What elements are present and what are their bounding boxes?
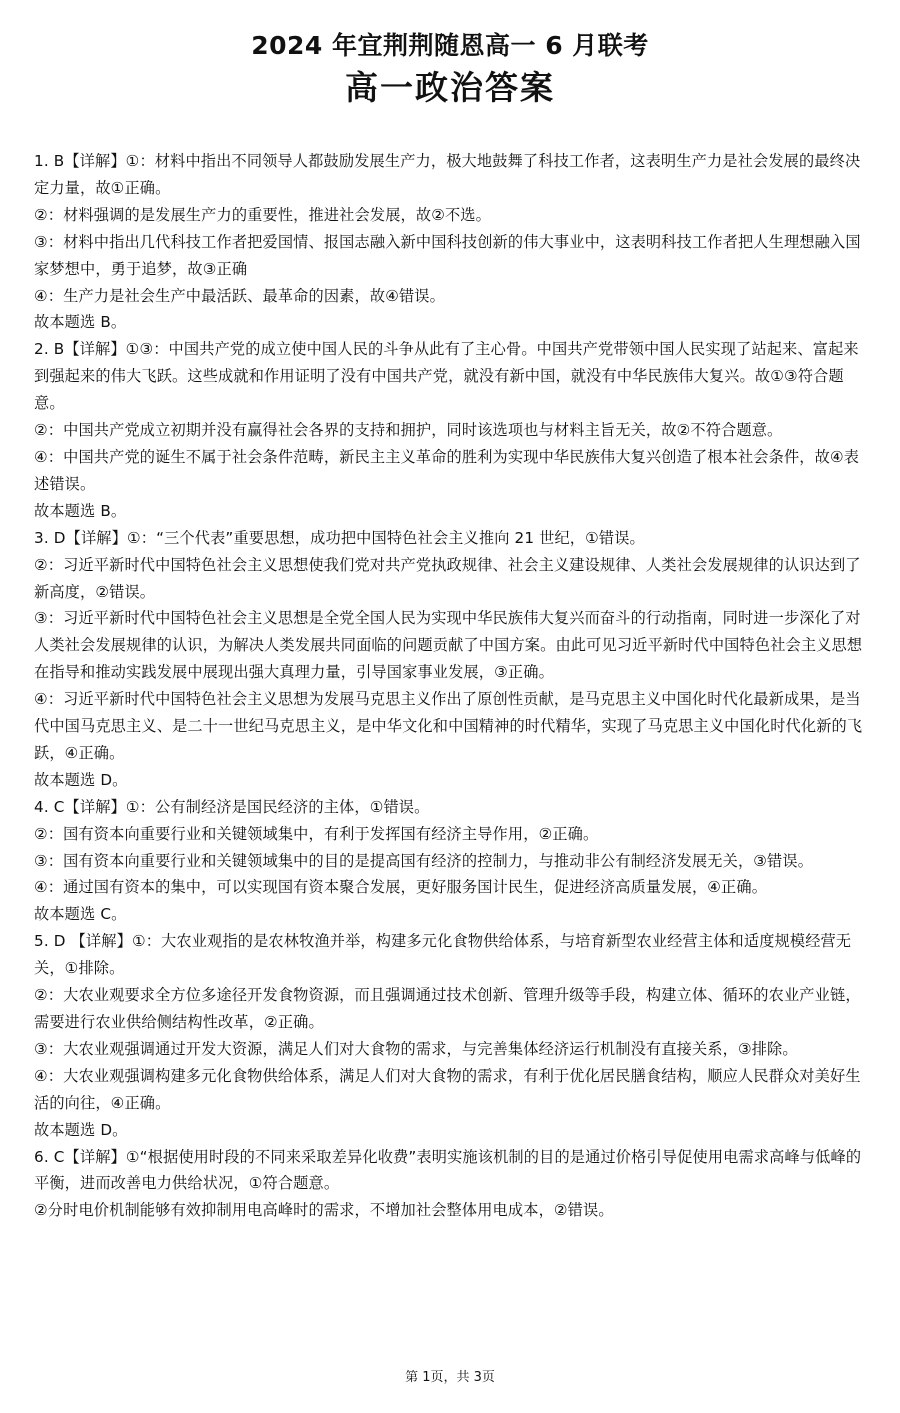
answer-line: 故本题选 D。 [34, 1120, 128, 1139]
answer-line: ②：材料强调的是发展生产力的重要性，推进社会发展，故②不选。 [34, 205, 491, 224]
answer-line: ②：中国共产党成立初期并没有赢得社会各界的支持和拥护，同时该选项也与材料主旨无关，故②不符合题意。 [34, 421, 783, 440]
answer-content [34, 148, 868, 1224]
answer-line: 2. B【详解】①③：中国共产党的成立使中国人民的斗争从此有了主心骨。中国共产党带领中国人民实现了站起来、富起来到强起来的伟大飞跃。这些成就和作用证明了没有中国共产党，就没有新中国，就没有中华民族伟大复兴。故①③符合题意。 [34, 340, 859, 413]
answer-line: 故本题选 B。 [34, 313, 127, 332]
document-header [0, 28, 900, 112]
answer-line: 5. D 【详解】①：大农业观指的是农林牧渔并举，构建多元化食物供给体系，与培育新型农业经营主体和适度规模经营无关，①排除。 [34, 932, 852, 978]
answer-line: ③：习近平新时代中国特色社会主义思想是全党全国人民为实现中华民族伟大复兴而奋斗的行动指南，同时进一步深化了对人类社会发展规律的认识，为解决人类发展共同面临的问题贡献了中国方案。由此可见习近平新时代中国特色社会主义思想在指导和推动实践发展中展现出强大真理力量，引导国家事业发展，③正确。 [34, 609, 863, 682]
answer-line: 1. B【详解】①：材料中指出不同领导人都鼓励发展生产力，极大地鼓舞了科技工作者，这表明生产力是社会发展的最终决定力量，故①正确。 [34, 152, 861, 197]
answer-line: 故本题选 C。 [34, 905, 127, 924]
answer-line: ③：大农业观强调通过开发大资源，满足人们对大食物的需求，与完善集体经济运行机制没有直接关系，③排除。 [34, 1039, 798, 1058]
answer-line: ②：国有资本向重要行业和关键领域集中，有利于发挥国有经济主导作用，②正确。 [34, 824, 599, 843]
answer-line: 6. C【详解】①“根据使用时段的不同来采取差异化收费”表明实施该机制的目的是通过价格引导促使用电需求高峰与低峰的平衡，进而改善电力供给状况，①符合题意。 [34, 1147, 862, 1193]
answer-line: ④：大农业观强调构建多元化食物供给体系，满足人们对大食物的需求，有利于优化居民膳食结构，顺应人民群众对美好生活的向往，④正确。 [34, 1066, 861, 1112]
answer-line: 4. C【详解】①：公有制经济是国民经济的主体，①错误。 [34, 797, 430, 816]
answer-line: ③：材料中指出几代科技工作者把爱国情、报国志融入新中国科技创新的伟大事业中，这表明科技工作者把人生理想融入国家梦想中，勇于追梦，故③正确 [34, 232, 861, 278]
answer-line: ④：生产力是社会生产中最活跃、最革命的因素，故④错误。 [34, 286, 445, 305]
document-title: 高一政治答案 [345, 68, 555, 107]
answer-line: ④：通过国有资本的集中，可以实现国有资本聚合发展，更好服务国计民生，促进经济高质量发展，④正确。 [34, 878, 768, 897]
page-number: 第 1页，共 3页 [405, 1370, 495, 1385]
answer-line: ②：大农业观要求全方位多途径开发食物资源，而且强调通过技术创新、管理升级等手段，构建立体、循环的农业产业链，需要进行农业供给侧结构性改革，②正确。 [34, 986, 861, 1031]
answer-line: ②分时电价机制能够有效抑制用电高峰时的需求，不增加社会整体用电成本，②错误。 [34, 1201, 614, 1220]
answer-line: ②：习近平新时代中国特色社会主义思想使我们党对共产党执政规律、社会主义建设规律、人类社会发展规律的认识达到了新高度，②错误。 [34, 555, 861, 601]
answer-line: 故本题选 B。 [34, 501, 127, 520]
answer-line: ④：习近平新时代中国特色社会主义思想为发展马克思主义作出了原创性贡献，是马克思主义中国化时代化最新成果，是当代中国马克思主义、是二十一世纪马克思主义，是中华文化和中国精神的时代精华，实现了马克思主义中国化时代化新的飞跃，④正确。 [34, 690, 863, 762]
answer-line: 故本题选 D。 [34, 770, 128, 789]
answer-line: 3. D【详解】①：“三个代表”重要思想，成功把中国特色社会主义推向 21 世纪，①错误。 [34, 528, 645, 547]
answer-line: ③：国有资本向重要行业和关键领域集中的目的是提高国有经济的控制力，与推动非公有制经济发展无关，③错误。 [34, 851, 814, 870]
exam-title: 2024 年宜荆荆随恩高一 6 月联考 [251, 31, 649, 60]
answer-line: ④：中国共产党的诞生不属于社会条件范畴，新民主主义革命的胜利为实现中华民族伟大复兴创造了根本社会条件，故④表述错误。 [34, 447, 860, 493]
